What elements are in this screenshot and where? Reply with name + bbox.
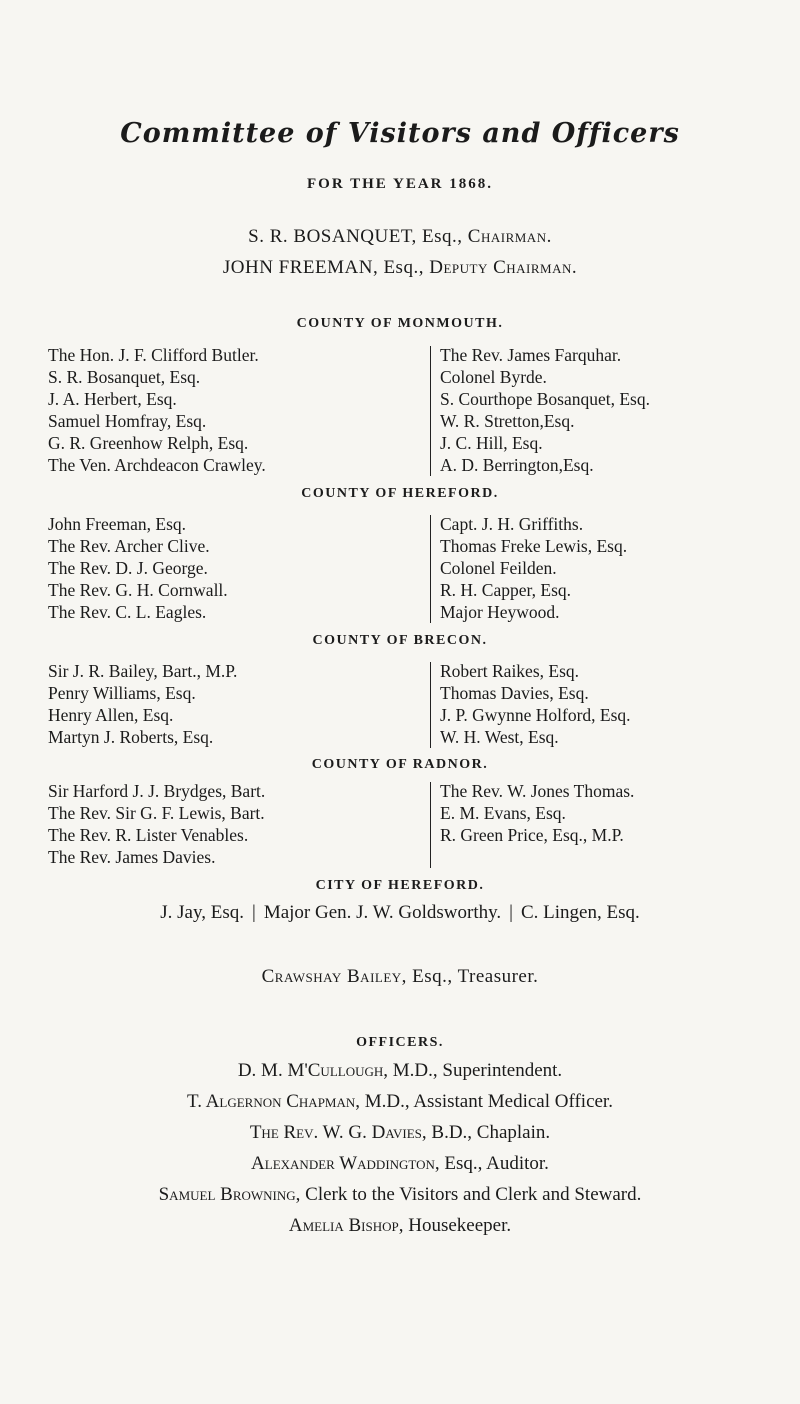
list-item: A. D. Berrington,Esq. (440, 455, 594, 475)
list-item: J. P. Gwynne Holford, Esq. (440, 705, 631, 725)
list-item: Robert Raikes, Esq. (440, 661, 580, 681)
officers-heading: OFFICERS. (356, 1035, 444, 1050)
officer-role: Esq., Auditor. (444, 1153, 549, 1174)
column-divider (430, 515, 431, 623)
monmouth-left-column (48, 344, 266, 476)
hereford-right-column (440, 513, 627, 623)
list-item: The Rev. Archer Clive. (48, 536, 210, 556)
city-heading-hereford: CITY OF HEREFORD. (315, 878, 485, 893)
officer-role: M.D., Assistant Medical Officer. (364, 1091, 613, 1112)
list-item: S. R. Bosanquet, Esq. (48, 367, 201, 387)
radnor-right-column (440, 780, 634, 846)
deputy-chairman-role: Deputy Chairman. (429, 257, 578, 278)
county-heading-hereford: COUNTY OF HEREFORD. (301, 486, 499, 501)
list-item: The Rev. W. Jones Thomas. (440, 781, 635, 801)
chairman-name: S. R. BOSANQUET, Esq., (248, 226, 463, 247)
officer-role: M.D., Superintendent. (392, 1060, 563, 1081)
list-item: Colonel Feilden. (440, 558, 557, 578)
treasurer-role: Esq., Treasurer. (412, 966, 539, 987)
list-item: The Rev. G. H. Cornwall. (48, 580, 228, 600)
chairman-line (0, 226, 800, 248)
list-item: The Hon. J. F. Clifford Butler. (48, 345, 259, 365)
officer-name: D. M. M'Cullough, (237, 1060, 389, 1081)
list-item: The Rev. Sir G. F. Lewis, Bart. (48, 803, 265, 823)
brecon-right-column (440, 660, 631, 748)
list-item: The Ven. Archdeacon Crawley. (48, 455, 266, 475)
officer-role: B.D., Chaplain. (431, 1122, 551, 1143)
list-item: The Rev. R. Lister Venables. (48, 825, 249, 845)
officer-name: Alexander Waddington, (251, 1153, 440, 1174)
city-member: Major Gen. J. W. Goldsworthy. (263, 902, 502, 923)
officer-name: Amelia Bishop, (288, 1215, 404, 1236)
list-item: W. R. Stretton,Esq. (440, 411, 575, 431)
city-member: C. Lingen, Esq. (520, 902, 640, 923)
officer-line (0, 1060, 800, 1082)
page-title: Committee of Visitors and Officers (120, 118, 680, 149)
page-subtitle: FOR THE YEAR 1868. (306, 176, 493, 192)
list-item: Colonel Byrde. (440, 367, 547, 387)
list-item: Samuel Homfray, Esq. (48, 411, 207, 431)
column-divider (430, 346, 431, 476)
city-member: J. Jay, Esq. (160, 902, 245, 923)
list-item: E. M. Evans, Esq. (440, 803, 566, 823)
county-heading-brecon: COUNTY OF BRECON. (312, 633, 488, 648)
officer-line (0, 1215, 800, 1237)
list-item: J. C. Hill, Esq. (440, 433, 543, 453)
officer-line (0, 1122, 800, 1144)
list-item: Thomas Freke Lewis, Esq. (440, 536, 628, 556)
deputy-chairman-name: JOHN FREEMAN, Esq., (222, 257, 424, 278)
list-item: John Freeman, Esq. (48, 514, 187, 534)
officer-line (0, 1153, 800, 1175)
officer-name: The Rev. W. G. Davies, (249, 1122, 427, 1143)
list-item: Penry Williams, Esq. (48, 683, 196, 703)
list-item: W. H. West, Esq. (440, 727, 559, 747)
list-item: J. A. Herbert, Esq. (48, 389, 177, 409)
officer-role: Housekeeper. (408, 1215, 512, 1236)
list-item: Sir J. R. Bailey, Bart., M.P. (48, 661, 238, 681)
list-item: The Rev. C. L. Eagles. (48, 602, 207, 622)
list-item: Thomas Davies, Esq. (440, 683, 589, 703)
officer-name: T. Algernon Chapman, (187, 1091, 361, 1112)
county-heading-monmouth: COUNTY OF MONMOUTH. (296, 316, 504, 331)
list-item: Capt. J. H. Griffiths. (440, 514, 584, 534)
county-heading-radnor: COUNTY OF RADNOR. (311, 757, 489, 772)
officer-role: Clerk to the Visitors and Clerk and Steward. (305, 1184, 642, 1205)
officer-line (0, 1091, 800, 1113)
list-item: The Rev. D. J. George. (48, 558, 208, 578)
column-divider (430, 662, 431, 748)
officer-line (0, 1184, 800, 1206)
list-item: R. H. Capper, Esq. (440, 580, 572, 600)
monmouth-right-column (440, 344, 650, 476)
treasurer-name: Crawshay Bailey, (261, 966, 407, 987)
city-members-row: J. Jay, Esq. | Major Gen. J. W. Goldsworthy. | C. Lingen, Esq. (160, 902, 640, 923)
list-item: The Rev. James Farquhar. (440, 345, 622, 365)
list-item: Sir Harford J. J. Brydges, Bart. (48, 781, 266, 801)
list-item: G. R. Greenhow Relph, Esq. (48, 433, 249, 453)
chairman-role: Chairman. (467, 226, 552, 247)
list-item: Henry Allen, Esq. (48, 705, 174, 725)
brecon-left-column (48, 660, 237, 748)
radnor-left-column (48, 780, 265, 868)
officer-name: Samuel Browning, (158, 1184, 301, 1205)
list-item: The Rev. James Davies. (48, 847, 216, 867)
treasurer-line (0, 966, 800, 988)
list-item: Martyn J. Roberts, Esq. (48, 727, 214, 747)
hereford-left-column (48, 513, 228, 623)
deputy-chairman-line (0, 257, 800, 279)
list-item: Major Heywood. (440, 602, 560, 622)
list-item: R. Green Price, Esq., M.P. (440, 825, 624, 845)
list-item: S. Courthope Bosanquet, Esq. (440, 389, 650, 409)
column-divider (430, 782, 431, 868)
